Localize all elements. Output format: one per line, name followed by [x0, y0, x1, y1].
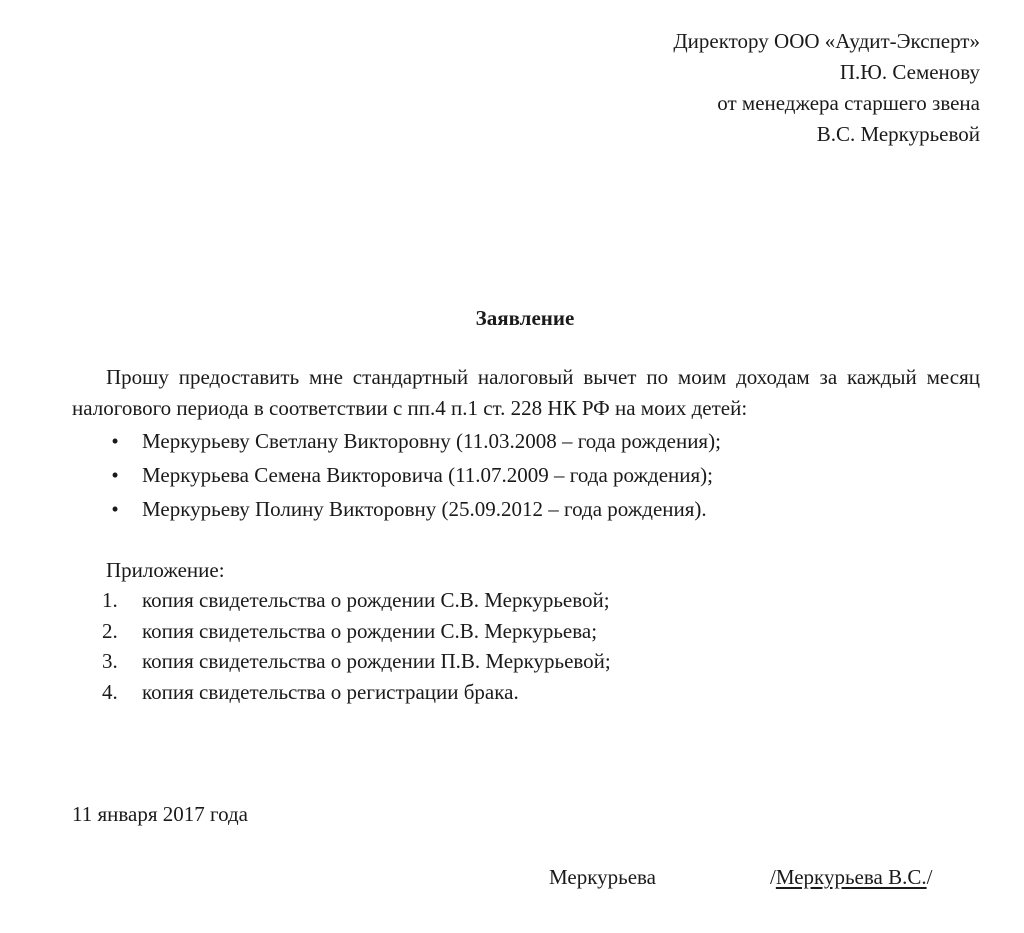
appendix-list: [0, 585, 1024, 707]
list-item: [0, 585, 1024, 616]
list-item: [0, 458, 1024, 492]
request-paragraph: Прошу предоставить мне стандартный налоговый вычет по моим доходам за каждый месяц налогового периода в соответствии с пп.4 п.1 ст. 228 НК РФ на моих детей:: [72, 365, 980, 420]
children-list: [0, 424, 1024, 526]
signature: Меркурьева: [549, 865, 656, 889]
signer-full-name: Меркурьева В.С.: [775, 865, 927, 889]
document-title: Заявление: [475, 306, 575, 330]
addressee-line-1: Директору ООО «Аудит-Эксперт»: [673, 29, 980, 53]
appendix-item-text: копия свидетельства о рождении С.В. Меркурьевой;: [142, 588, 610, 612]
addressee-line-3: от менеджера старшего звена: [717, 91, 980, 115]
appendix-item-text: копия свидетельства о рождении С.В. Меркурьева;: [142, 618, 598, 643]
item-number: 4.: [102, 679, 118, 704]
list-item: [0, 616, 1024, 647]
list-item: [0, 492, 1024, 526]
list-item: [0, 424, 1024, 458]
child-item-text: Меркурьеву Полину Викторовну (25.09.2012 – года рождения).: [142, 497, 707, 521]
item-number: 3.: [102, 649, 118, 673]
list-item: [0, 677, 1024, 708]
appendix-title: Приложение:: [106, 558, 225, 582]
addressee-line-4: В.С. Меркурьевой: [816, 122, 980, 146]
document-date: 11 января 2017 года: [72, 802, 248, 826]
bullet-icon: •: [111, 497, 119, 521]
appendix-item-text: копия свидетельства о регистрации брака.: [142, 679, 519, 704]
bullet-icon: •: [111, 463, 119, 487]
child-item-text: Меркурьеву Светлану Викторовну (11.03.2008 – года рождения);: [142, 429, 721, 453]
appendix-item-text: копия свидетельства о рождении П.В. Меркурьевой;: [142, 649, 611, 673]
item-number: 1.: [102, 588, 118, 612]
item-number: 2.: [102, 618, 118, 643]
list-item: [0, 646, 1024, 677]
bullet-icon: •: [111, 429, 119, 453]
addressee-block: [673, 26, 980, 150]
child-item-text: Меркурьева Семена Викторовича (11.07.2009 – года рождения);: [142, 463, 713, 487]
signature-decoding: [770, 862, 932, 892]
addressee-line-2: П.Ю. Семенову: [839, 60, 980, 84]
slash-open: /: [770, 865, 776, 889]
slash-close: /: [926, 865, 933, 889]
